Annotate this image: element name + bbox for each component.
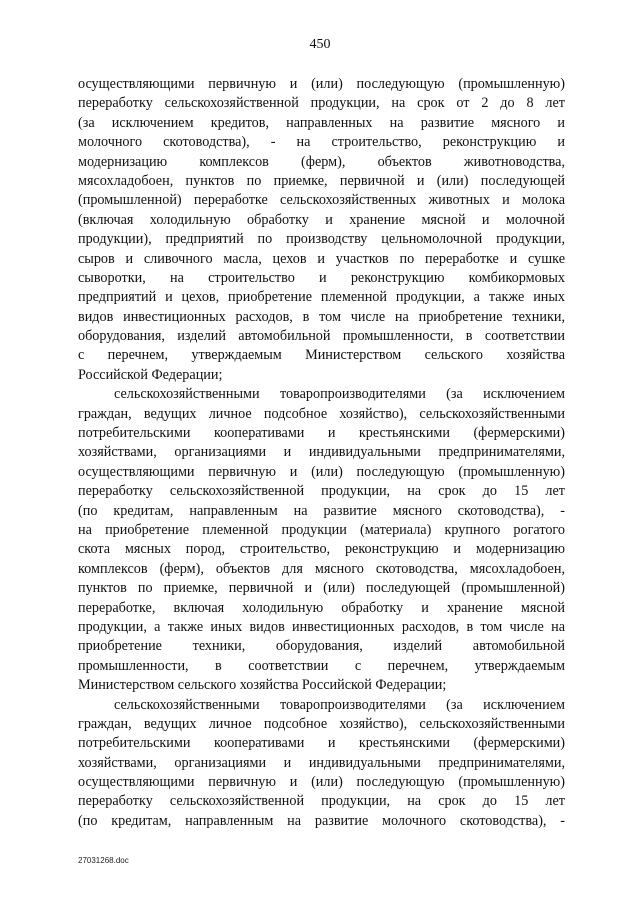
text-line: модернизацию комплексов (ферм), объектов животноводства, bbox=[78, 153, 565, 170]
text-line: переработке, включая холодильную обработку и хранение мясной bbox=[78, 599, 565, 616]
text-line: сыров и сливочного масла, цехов и участков по переработке и сушке bbox=[78, 250, 565, 267]
text-line: (за исключением кредитов, направленных на развитие мясного и bbox=[78, 114, 565, 131]
text-line: осуществляющими первичную и (или) последующую (промышленную) bbox=[78, 76, 565, 92]
text-line: хозяйствами, организациями и индивидуальными предпринимателями, bbox=[78, 444, 565, 461]
text-line: комплексов (ферм), объектов для мясного скотоводства, мясохладобоен, bbox=[78, 560, 565, 577]
footer-file-code: 27031268.doc bbox=[78, 856, 129, 865]
text-line: Российской Федерации; bbox=[78, 366, 223, 383]
text-line: осуществляющими первичную и (или) последующую (промышленную) bbox=[78, 463, 565, 480]
text-line: видов инвестиционных расходов, в том числе на приобретение техники, bbox=[78, 308, 565, 325]
text-line: предприятий и цехов, приобретение племенной продукции, а также иных bbox=[78, 289, 565, 306]
text-line: граждан, ведущих личное подсобное хозяйство), сельскохозяйственными bbox=[78, 715, 565, 732]
text-line: потребительскими кооперативами и крестьянскими (фермерскими) bbox=[78, 425, 565, 442]
text-line: сельскохозяйственными товаропроизводителями (за исключением bbox=[114, 696, 565, 713]
text-line: граждан, ведущих личное подсобное хозяйство), сельскохозяйственными bbox=[78, 405, 565, 422]
text-line: хозяйствами, организациями и индивидуальными предпринимателями, bbox=[78, 754, 565, 771]
text-line: (по кредитам, направленным на развитие молочного скотоводства), - bbox=[78, 812, 565, 829]
text-line: оборудования, изделий автомобильной промышленности, в соответствии bbox=[78, 328, 565, 345]
text-line: на приобретение племенной продукции (материала) крупного рогатого bbox=[78, 521, 565, 538]
document-body bbox=[78, 75, 565, 831]
text-line: осуществляющими первичную и (или) последующую (промышленную) bbox=[78, 774, 565, 791]
text-line: пунктов по приемке, первичной и (или) последующей (промышленной) bbox=[78, 580, 565, 597]
text-line: переработку сельскохозяйственной продукции, на срок до 15 лет bbox=[78, 483, 565, 500]
text-line: продукции), предприятий по производству цельномолочной продукции, bbox=[78, 231, 565, 248]
text-line: (промышленной) переработке сельскохозяйственных животных и молока bbox=[78, 192, 565, 209]
text-line: переработку сельскохозяйственной продукции, на срок от 2 до 8 лет bbox=[78, 95, 565, 112]
text-line: молочного скотоводства), - на строительство, реконструкцию и bbox=[78, 134, 565, 151]
text-line: скота мясных пород, строительство, реконструкцию и модернизацию bbox=[78, 541, 565, 558]
text-line: (включая холодильную обработку и хранение мясной и молочной bbox=[78, 211, 565, 228]
text-line: переработку сельскохозяйственной продукции, на срок до 15 лет bbox=[78, 793, 565, 810]
page-number: 450 bbox=[309, 37, 331, 52]
text-line: сельскохозяйственными товаропроизводителями (за исключением bbox=[114, 386, 565, 403]
text-line: (по кредитам, направленным на развитие мясного скотоводства), - bbox=[78, 502, 565, 519]
text-line: мясохладобоен, пунктов по приемке, первичной и (или) последующей bbox=[78, 172, 565, 189]
text-line: сыворотки, на строительство и реконструкцию комбикормовых bbox=[78, 269, 565, 286]
text-line: с перечнем, утверждаемым Министерством сельского хозяйства bbox=[78, 347, 565, 364]
text-line: промышленности, в соответствии с перечнем, утверждаемым bbox=[78, 657, 565, 674]
text-line: приобретение техники, оборудования, изделий автомобильной bbox=[78, 638, 565, 655]
text-line: продукции, а также иных видов инвестиционных расходов, в том числе на bbox=[78, 618, 565, 635]
text-line: Министерством сельского хозяйства Российской Федерации; bbox=[78, 677, 447, 694]
text-line: потребительскими кооперативами и крестьянскими (фермерскими) bbox=[78, 735, 565, 752]
